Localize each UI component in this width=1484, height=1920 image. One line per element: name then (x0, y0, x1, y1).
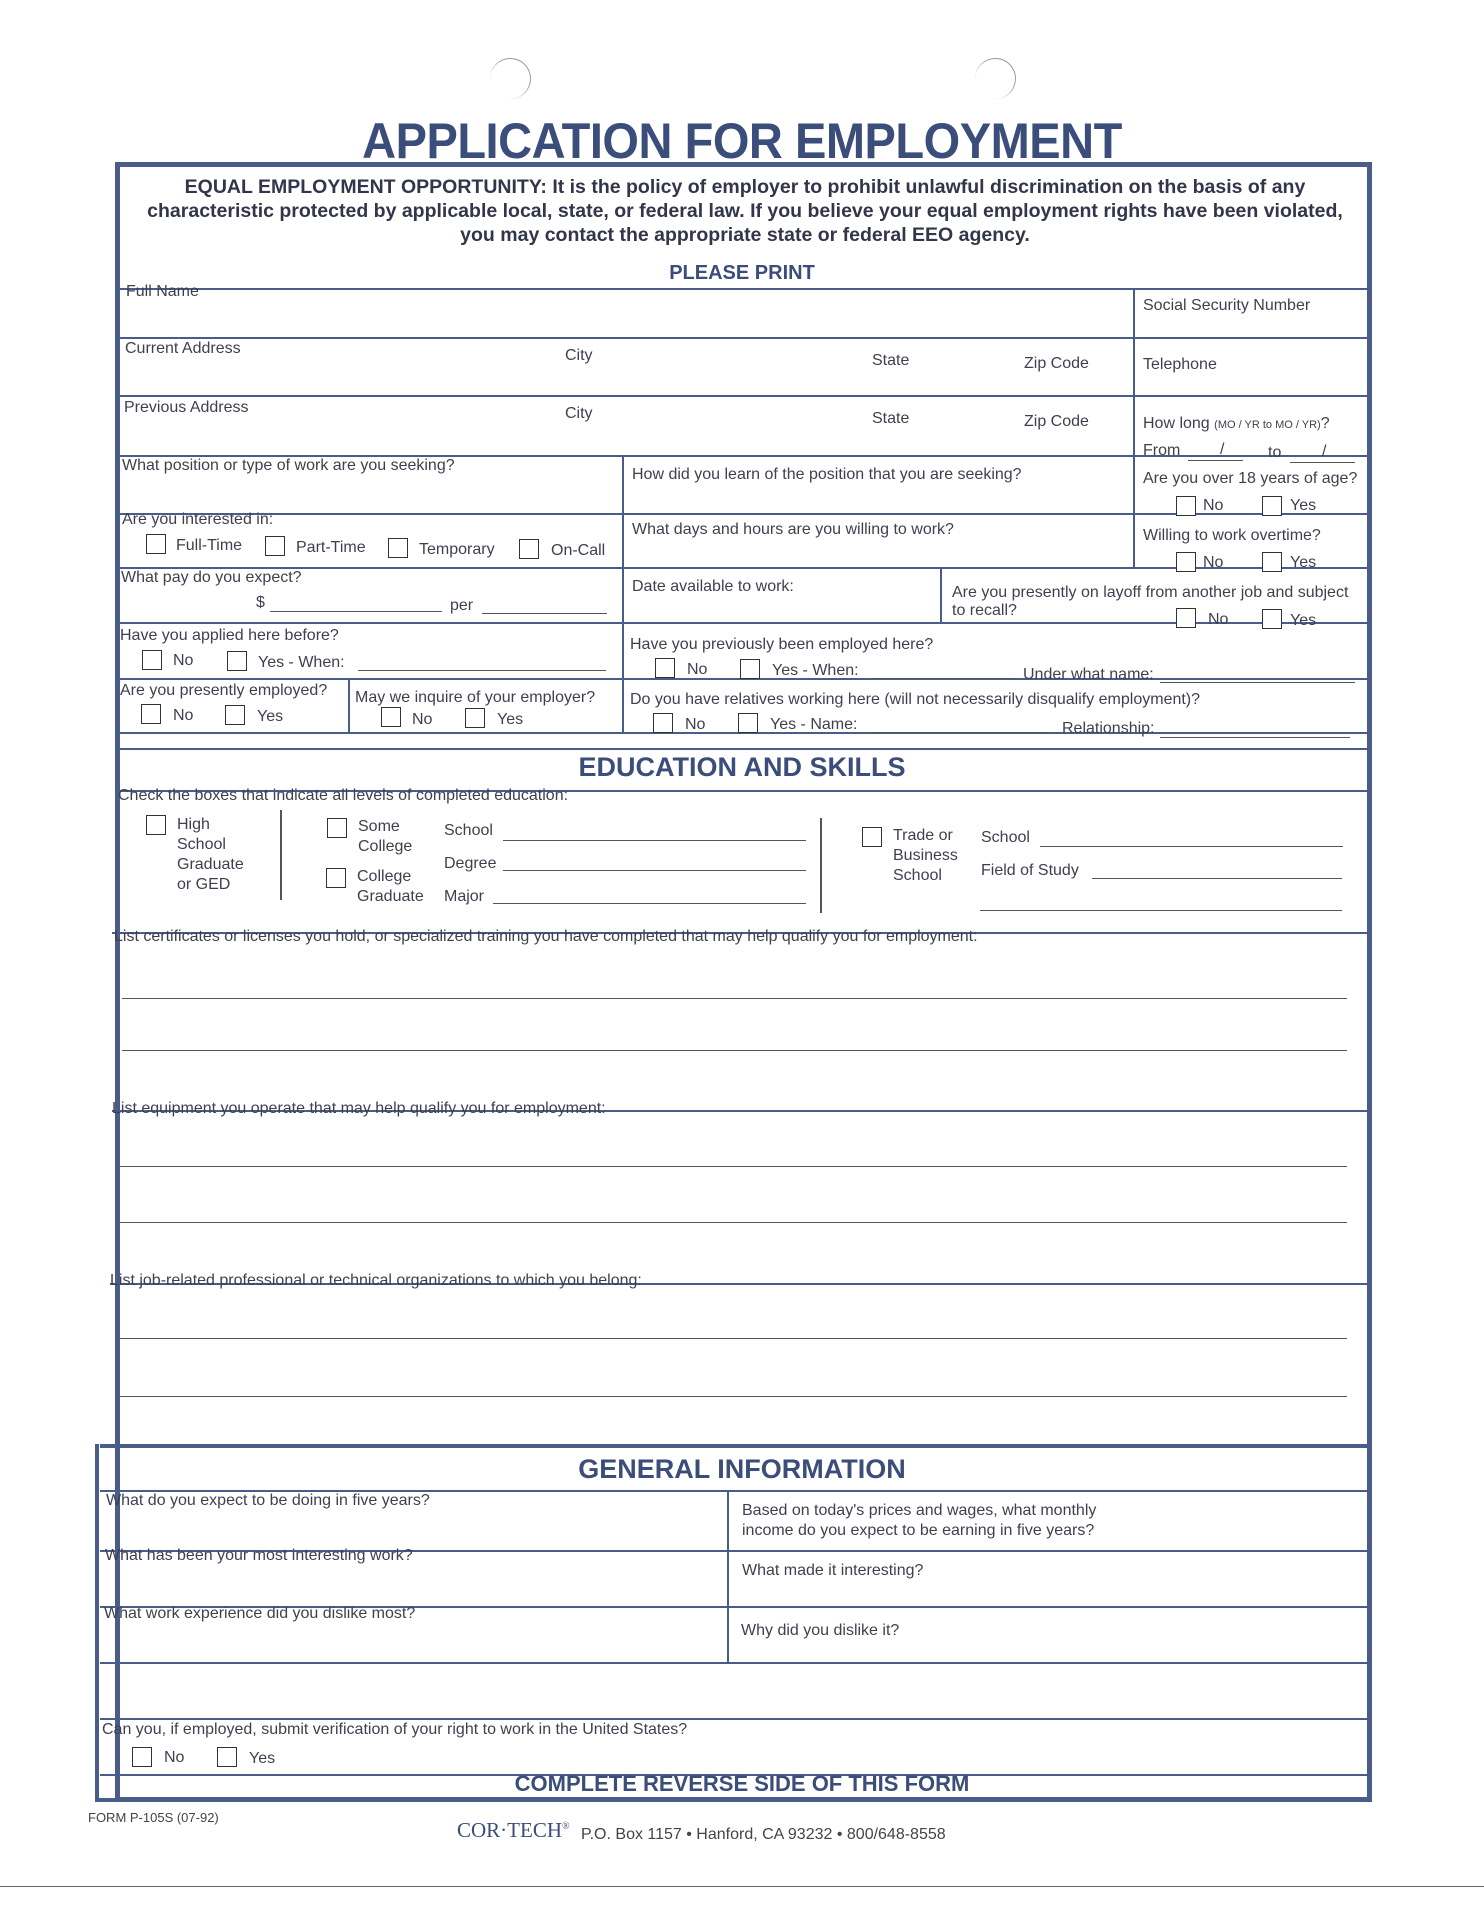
current-zip-label: Zip Code (1024, 355, 1089, 372)
current-city-label: City (565, 347, 593, 364)
previous-state-label: State (872, 410, 910, 427)
relatives-label: Do you have relatives working here (will not necessarily disqualify employment)? (630, 691, 1201, 708)
applied-yes-checkbox[interactable] (227, 651, 247, 671)
full-time-label: Full-Time (176, 537, 243, 554)
from-label: From (1143, 442, 1181, 459)
under-what-name-line[interactable] (1160, 682, 1355, 683)
rule-v (820, 818, 822, 913)
relatives-no-label: No (685, 716, 706, 733)
rule-v (622, 455, 624, 732)
rule (100, 1718, 1368, 1720)
layoff-yes-checkbox[interactable] (1262, 609, 1282, 629)
education-check-label: Check the boxes that indicate all levels of completed education: (118, 787, 569, 804)
inquire-yes-checkbox[interactable] (465, 708, 485, 728)
position-sought-label: What position or type of work are you seeking? (122, 457, 455, 474)
college-major-line[interactable] (493, 903, 806, 904)
frame-left-lower (95, 1444, 99, 1802)
overtime-no-label: No (1203, 554, 1224, 571)
employed-here-yes-checkbox[interactable] (740, 659, 760, 679)
high-school-checkbox[interactable] (146, 815, 166, 835)
full-time-checkbox[interactable] (146, 534, 166, 554)
pay-per-label: per (450, 597, 474, 614)
relatives-name-line[interactable] (870, 733, 1050, 734)
full-name-label: Full Name (126, 283, 199, 300)
relatives-no-checkbox[interactable] (653, 713, 673, 733)
part-time-checkbox[interactable] (265, 536, 285, 556)
inquire-yes-label: Yes (497, 711, 524, 728)
eeo-notice (130, 175, 1360, 247)
inquire-no-checkbox[interactable] (381, 707, 401, 727)
page-edge-line (0, 1886, 1484, 1887)
overtime-yes-checkbox[interactable] (1262, 552, 1282, 572)
presently-employed-label: Are you presently employed? (120, 682, 328, 699)
layoff-no-checkbox[interactable] (1176, 608, 1196, 628)
organizations-line-1[interactable] (120, 1338, 1347, 1339)
punch-hole-mark-left (490, 58, 531, 99)
equipment-label: List equipment you operate that may help qualify you for employment: (112, 1100, 606, 1117)
previous-address-label: Previous Address (124, 399, 249, 416)
organizations-line-2[interactable] (120, 1396, 1347, 1397)
college-degree-label: Degree (444, 855, 497, 872)
trade-school-checkbox[interactable] (862, 827, 882, 847)
form-number: FORM P-105S (07-92) (88, 1810, 219, 1825)
rule (118, 395, 1368, 397)
previous-city-label: City (565, 405, 593, 422)
cortech-brand: COR·TECH (457, 1818, 562, 1842)
inquire-employer-label: May we inquire of your employer? (355, 689, 596, 706)
date-available-label: Date available to work: (632, 578, 794, 595)
presently-employed-yes-label: Yes (257, 708, 284, 725)
organizations-label: List job-related professional or technical organizations to which you belong: (110, 1272, 642, 1289)
relatives-yes-checkbox[interactable] (738, 713, 758, 733)
high-school-label-3: Graduate (177, 856, 244, 873)
employed-here-no-label: No (687, 661, 708, 678)
rule (118, 288, 1368, 290)
how-long-label: How long (MO / YR to MO / YR)? (1143, 415, 1330, 432)
learn-position-label: How did you learn of the position that you are seeking? (632, 466, 1022, 483)
five-years-label: What do you expect to be doing in five years? (106, 1492, 430, 1509)
employed-here-label: Have you previously been employed here? (630, 636, 934, 653)
relatives-yes-name-label: Yes - Name: (770, 716, 858, 733)
dislike-most-label: What work experience did you dislike most? (104, 1605, 416, 1622)
over-18-yes-label: Yes (1290, 497, 1317, 514)
college-graduate-checkbox[interactable] (326, 868, 346, 888)
employed-here-yes-when-label: Yes - When: (772, 662, 859, 679)
verification-no-checkbox[interactable] (132, 1747, 152, 1767)
eeo-text: It is the policy of employer to prohibit unlawful discrimination on the basis of any characteristic protected by applicable local, state, or federal law. If you believe your equal employment rights have been violated, you may contact the appropriate state or federal EEO agency. (147, 176, 1343, 246)
pay-amount-line[interactable] (270, 611, 442, 612)
layoff-no-label: No (1208, 611, 1229, 628)
certificates-line-2[interactable] (122, 1050, 1347, 1051)
on-call-label: On-Call (551, 542, 606, 559)
over-18-no-checkbox[interactable] (1176, 496, 1196, 516)
pay-dollar-sign: $ (256, 594, 265, 611)
footer-address: P.O. Box 1157 • Hanford, CA 93232 • 800/648-8558 (581, 1826, 946, 1843)
complete-reverse-side: COMPLETE REVERSE SIDE OF THIS FORM (514, 1771, 970, 1796)
certificates-label: List certificates or licenses you hold, or specialized training you have completed that may help qualify you for employment: (114, 928, 978, 945)
equipment-line-2[interactable] (120, 1222, 1347, 1223)
punch-hole-mark-right (975, 58, 1016, 99)
over-18-yes-checkbox[interactable] (1262, 496, 1282, 516)
trade-label-3: School (893, 867, 942, 884)
rule (100, 1662, 1368, 1664)
from-line[interactable] (1188, 460, 1243, 461)
field-of-study-label: Field of Study (981, 862, 1079, 879)
college-graduate-label-2: Graduate (357, 888, 424, 905)
relationship-line[interactable] (1160, 737, 1350, 738)
under-what-name-label: Under what name: (1023, 666, 1154, 683)
certificates-line-1[interactable] (122, 998, 1347, 999)
applied-when-line[interactable] (358, 670, 606, 671)
high-school-label-2: School (177, 836, 226, 853)
on-call-checkbox[interactable] (519, 539, 539, 559)
employed-here-when-line[interactable] (870, 678, 1015, 679)
some-college-label-1: Some (358, 818, 400, 835)
to-slash: / (1322, 443, 1327, 460)
layoff-label-2: to recall? (952, 602, 1017, 619)
to-label: to (1268, 444, 1282, 461)
college-school-label: School (444, 822, 493, 839)
interesting-work-label: What has been your most interesting work? (105, 1547, 413, 1564)
rule-v (348, 678, 350, 732)
college-graduate-label-1: College (357, 868, 412, 885)
applied-before-label: Have you applied here before? (120, 627, 339, 644)
applied-no-label: No (173, 652, 194, 669)
over-18-no-label: No (1203, 497, 1224, 514)
verification-yes-checkbox[interactable] (217, 1747, 237, 1767)
overtime-label: Willing to work overtime? (1143, 527, 1321, 544)
verification-yes-label: Yes (249, 1750, 276, 1767)
temporary-checkbox[interactable] (388, 538, 408, 558)
from-slash: / (1220, 441, 1225, 458)
rule-v (727, 1490, 729, 1662)
rule (118, 337, 1368, 339)
rule-v (1133, 288, 1135, 455)
applied-yes-when-label: Yes - When: (258, 654, 345, 671)
verification-no-label: No (164, 1749, 185, 1766)
interested-in-label: Are you interested in: (122, 511, 274, 528)
pay-expect-label: What pay do you expect? (121, 569, 302, 586)
trade-label-1: Trade or (893, 827, 953, 844)
eeo-heading: EQUAL EMPLOYMENT OPPORTUNITY: (184, 176, 547, 198)
temporary-label: Temporary (419, 541, 495, 558)
telephone-label: Telephone (1143, 356, 1217, 373)
college-school-line[interactable] (503, 840, 806, 841)
general-info-heading: GENERAL INFORMATION (578, 1454, 906, 1484)
what-made-interesting-label: What made it interesting? (742, 1562, 924, 1579)
part-time-label: Part-Time (296, 539, 366, 556)
cortech-reg-mark: ® (562, 1821, 570, 1832)
rule (100, 1444, 1368, 1448)
cortech-logo (457, 1818, 570, 1843)
income-label-2: income do you expect to be earning in five years? (742, 1522, 1095, 1539)
income-label-1: Based on today's prices and wages, what monthly (742, 1502, 1097, 1519)
education-heading: EDUCATION AND SKILLS (578, 752, 906, 782)
frame-bottom (95, 1798, 1372, 1802)
to-line[interactable] (1290, 462, 1355, 463)
college-degree-line[interactable] (503, 870, 806, 871)
pay-per-line[interactable] (482, 613, 607, 614)
over-18-label: Are you over 18 years of age? (1143, 470, 1358, 487)
presently-employed-yes-checkbox[interactable] (225, 705, 245, 725)
field-of-study-line-2[interactable] (980, 910, 1342, 911)
equipment-line-1[interactable] (120, 1166, 1347, 1167)
rule-v (280, 810, 282, 900)
high-school-label-4: or GED (177, 876, 231, 893)
presently-employed-no-label: No (173, 707, 194, 724)
please-print: PLEASE PRINT (669, 262, 815, 284)
previous-zip-label: Zip Code (1024, 413, 1089, 430)
some-college-label-2: College (358, 838, 413, 855)
field-of-study-line[interactable] (1092, 878, 1342, 879)
layoff-label-1: Are you presently on layoff from another job and subject (952, 584, 1349, 601)
current-address-label: Current Address (125, 340, 241, 357)
presently-employed-no-checkbox[interactable] (141, 704, 161, 724)
rule-v (1133, 455, 1135, 568)
trade-label-2: Business (893, 847, 958, 864)
college-major-label: Major (444, 888, 485, 905)
current-state-label: State (872, 352, 910, 369)
why-dislike-label: Why did you dislike it? (741, 1622, 900, 1639)
rule (118, 748, 1368, 750)
trade-school-label: School (981, 829, 1030, 846)
relationship-label: Relationship: (1062, 720, 1155, 737)
high-school-label-1: High (177, 816, 210, 833)
overtime-yes-label: Yes (1290, 554, 1317, 571)
applied-no-checkbox[interactable] (142, 650, 162, 670)
employed-here-no-checkbox[interactable] (655, 658, 675, 678)
rule-v (940, 567, 942, 622)
verification-label: Can you, if employed, submit verification of your right to work in the United States? (102, 1721, 688, 1738)
some-college-checkbox[interactable] (327, 818, 347, 838)
trade-school-line[interactable] (1040, 846, 1343, 847)
days-hours-label: What days and hours are you willing to work? (632, 521, 954, 538)
ssn-label: Social Security Number (1143, 297, 1311, 314)
overtime-no-checkbox[interactable] (1176, 552, 1196, 572)
form-title: APPLICATION FOR EMPLOYMENT (362, 113, 1122, 169)
layoff-yes-label: Yes (1290, 612, 1317, 629)
inquire-no-label: No (412, 711, 433, 728)
